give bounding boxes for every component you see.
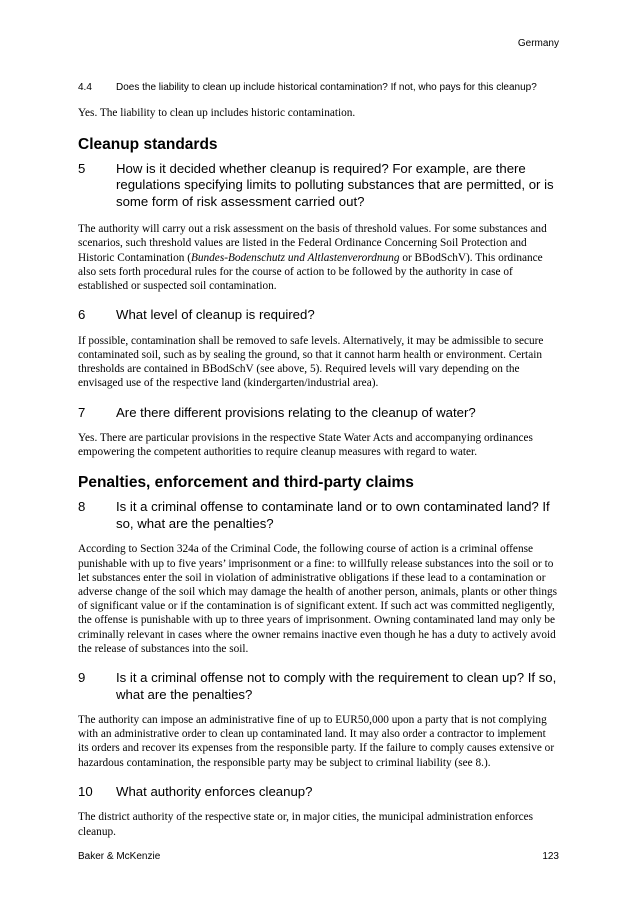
answer-6: If possible, contamination shall be removed to safe levels. Alternatively, it may be admissible to secure contaminated soil, such as by sealing the ground, so that it cannot harm health or environment. Certain thresholds are contained in BBodSchV (see above, 5). Required levels will vary depending on the envisaged use of the respective land (kindergarten/industrial area). bbox=[78, 334, 544, 390]
question-text: What authority enforces cleanup? bbox=[116, 783, 313, 799]
answer-10: The district authority of the respective state or, in major cities, the municipal administration enforces cleanup. bbox=[78, 811, 534, 838]
answer-7: Yes. There are particular provisions in the respective State Water Acts and accompanying ordinances empowering the competent authorities to require cleanup measures with regard to water. bbox=[78, 432, 533, 459]
question-text: What level of cleanup is required? bbox=[116, 307, 315, 323]
question-number: 5 bbox=[78, 160, 86, 176]
question-number: 6 bbox=[78, 307, 86, 323]
answer-text: or BBodSchV). This ordinance also sets forth procedural rules for the course of action to be followed by the authority in case of established or suspected soil contamination. bbox=[78, 251, 543, 293]
subquestion-4-4 bbox=[78, 82, 559, 95]
question-7 bbox=[78, 405, 559, 422]
answer-text: The authority will carry out a risk assessment on the basis of threshold values. For some substances and scenarios, such threshold values are listed in the Federal Ordinance Concerning Soil Protection and Historic Contamination ( bbox=[78, 223, 547, 264]
question-5 bbox=[78, 161, 559, 211]
question-text: Does the liability to clean up include historical contamination? If not, who pays for this cleanup? bbox=[116, 82, 537, 93]
answer-4-4: Yes. The liability to clean up includes historic contamination. bbox=[78, 106, 356, 119]
answer-5 bbox=[78, 222, 559, 293]
section-title-cleanup-standards: Cleanup standards bbox=[78, 135, 218, 153]
question-9 bbox=[78, 670, 559, 703]
footer-firm-name: Baker & McKenzie bbox=[78, 851, 161, 862]
question-8 bbox=[78, 499, 559, 532]
question-text: How is it decided whether cleanup is required? For example, are there regulations specifying limits to polluting substances that are permitted, or is some form of risk assessment carried out? bbox=[116, 160, 554, 209]
page-content bbox=[78, 82, 559, 839]
header-country: Germany bbox=[517, 38, 559, 49]
question-10 bbox=[78, 784, 559, 801]
question-number: 8 bbox=[78, 499, 86, 515]
question-text: Are there different provisions relating to the cleanup of water? bbox=[116, 404, 476, 420]
answer-italic-term: Bundes-Bodenschutz und Altlastenverordnung bbox=[190, 251, 400, 264]
answer-8: According to Section 324a of the Criminal Code, the following course of action is a criminal offense punishable with up to five years’ imprisonment or a fine: to willfully release substances into the soil or to let substances enter the soil in violation of administrative obligations if these lead to a contamination or adverse change of the soil which may damage the health of another person, animals, plants or other things of significant value or if the contamination is of significant extent. If such act was committed negligently, the offense is punishable with up to three years of imprisonment. Owning contaminated land may only be criminally relevant in cases where the owner remains inactive even though he has a duty to actively avoid the release of substances into the soil. bbox=[78, 543, 558, 655]
question-text: Is it a criminal offense to contaminate land or to own contaminated land? If so, what are the penalties? bbox=[116, 499, 550, 531]
question-number: 7 bbox=[78, 404, 86, 420]
question-number: 4.4 bbox=[78, 82, 92, 93]
question-text: Is it a criminal offense not to comply with the requirement to clean up? If so, what are the penalties? bbox=[116, 670, 557, 702]
page-number: 123 bbox=[542, 851, 559, 862]
question-number: 10 bbox=[78, 783, 93, 799]
question-6 bbox=[78, 307, 559, 324]
section-title-penalties: Penalties, enforcement and third-party claims bbox=[78, 474, 414, 492]
question-number: 9 bbox=[78, 670, 86, 686]
answer-9: The authority can impose an administrative fine of up to EUR50,000 upon a party that is not complying with an administrative order to clean up contaminated land. It may also order a contractor to implement its orders and recover its expenses from the responsible party. If the failure to comply causes extensive or hazardous contamination, the responsible party may be subject to criminal liability (see 8.). bbox=[78, 714, 555, 769]
